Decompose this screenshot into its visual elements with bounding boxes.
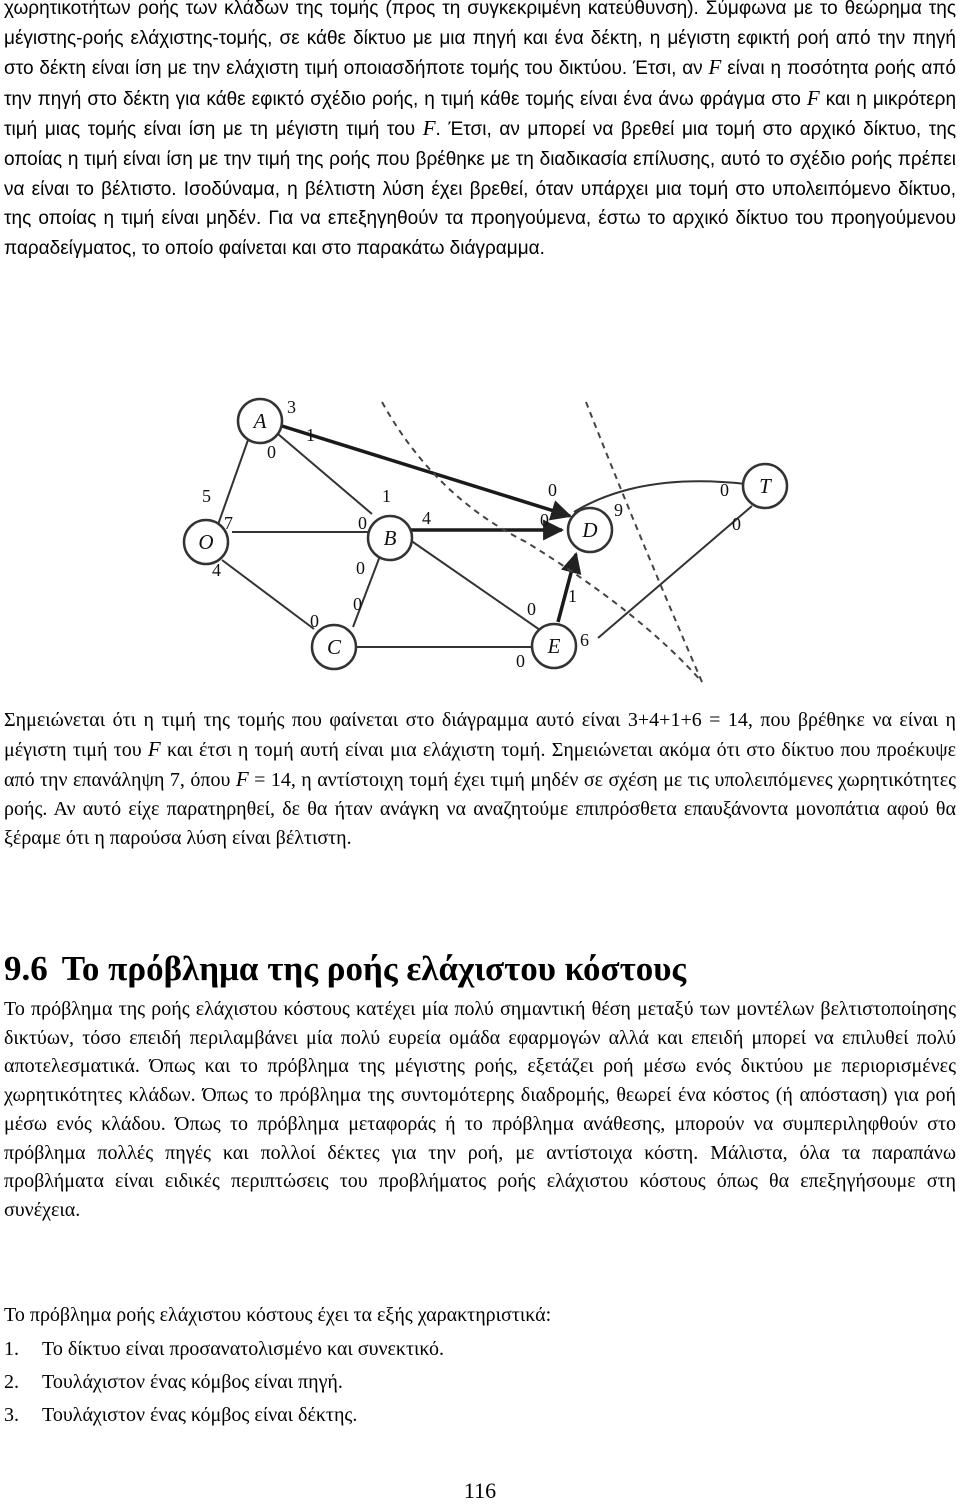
edge-b-a (278, 434, 372, 514)
math-variable-f: F (235, 766, 249, 791)
edge-label: 0 (353, 594, 362, 614)
edge-label: 0 (267, 442, 276, 462)
node-label-t: T (759, 474, 771, 498)
network-diagram (170, 384, 790, 684)
text-run: χωρητικοτήτων ροής των κλάδων της τομής (προς τη συγκεκριμένη κατεύθυνση). Σύμφωνα με το θεώρημα της μέγιστης-ροής ελάχιστης-τομής, σε κάθε δίκτυο με μια πηγή και ένα δέκτη, η μέγιστη εφικτή ροή από την πηγή στο δέκτη είναι ίση με την ελάχιστη τιμή οποιασδήποτε τομής του δικτύου. Έτσι, αν (4, 0, 956, 80)
text-run: και έτσι η τομή αυτή είναι μια ελάχιστη τομή. Σημειώνεται ακόμα ότι στο δίκτυο που προέκυψε από την επανάληψη 7, όπου (4, 738, 957, 791)
edge-b-e (410, 540, 540, 630)
math-variable-f: F (147, 736, 161, 761)
network-figure (170, 384, 790, 684)
edges (214, 434, 752, 647)
edge-label: 6 (580, 630, 589, 650)
node-label-e: E (547, 634, 561, 658)
edge-label: 4 (212, 560, 221, 580)
text-run: και η μικρότερη τιμή μιας τομής είναι ίση με τη μέγιστη τιμή του (4, 88, 957, 141)
edge-label: 4 (422, 508, 431, 528)
edge-label: 5 (202, 486, 211, 506)
text-run: Σημειώνεται ότι η τιμή της τομής που φαίνεται στο διάγραμμα αυτό είναι 3+4+1+6 = 14, που βρέθηκε να είναι η μέγιστη τιμή του (4, 709, 956, 761)
list-item (4, 1366, 444, 1399)
math-variable-f: F (422, 116, 436, 141)
list-item (4, 1399, 444, 1432)
page-number: 116 (463, 1478, 497, 1503)
edge-label: 0 (732, 514, 741, 534)
edge-o-c (222, 560, 314, 629)
paragraph-min-cost-flow: Το πρόβλημα της ροής ελάχιστου κόστους κατέχει μία πολύ σημαντική θέση μεταξύ των μοντέλων βελτιστοποίησης δικτύων, τόσο επειδή περιλαμβάνει μία πολύ ευρεία ομάδα εφαρμογών αλλά και επειδή μπορεί να επιλυθεί πολύ αποτελεσματικά. Όπως και το πρόβλημα της μέγιστης ροής, εξετάζει ροή μέσω ενός δικτύου με περιορισμένες χωρητικότητες κλάδων. Όπως το πρόβλημα της συντομότερης διαδρομής, θεωρεί ένα κόστος (ή απόσταση) για ροή μέσω ενός κλάδου. Όπως το πρόβλημα μεταφοράς ή το πρόβλημα ανάθεσης, μπορούν να συμπεριληφθούν στο πρόβλημα πολλές πηγές και πολλοί δέκτες για την ροή, με αντίστοιχα κόστη. Μάλιστα, όλα τα παραπάνω προβλήματα είναι ειδικές περιπτώσεις του προβλήματος ροής ελάχιστου κόστους όπως θα επεξηγήσουμε στη συνέχεια. (4, 998, 956, 1221)
list-text: Το δίκτυο είναι προσανατολισμένο και συνεκτικό. (42, 1338, 445, 1360)
list-item (4, 1333, 444, 1366)
characteristics-list (4, 1333, 444, 1432)
paragraph-cut-value (4, 706, 956, 853)
list-number: 2. (4, 1371, 19, 1393)
edge-label: 1 (568, 586, 577, 606)
edge-label: 0 (527, 599, 536, 619)
nodes (184, 399, 787, 669)
list-intro: Το πρόβλημα ροής ελάχιστου κόστους έχει τα εξής χαρακτηριστικά: (4, 1304, 552, 1326)
list-text: Τουλάχιστον ένας κόμβος είναι δέκτης. (42, 1404, 358, 1426)
section-title: Το πρόβλημα της ροής ελάχιστου κόστους (61, 949, 687, 988)
edge-label: 0 (720, 480, 729, 500)
node-label-o: O (198, 530, 214, 554)
text-run: = 14, η αντίστοιχη τομή έχει τιμή μηδέν σε σχέση με τις υπολειπόμενες χωρητικότητες ροής. Αν αυτό είχε παρατηρηθεί, δε θα ήταν ανάγκη να αναζητούμε επιπρόσθετα επαυξάνοντα μονοπάτια αφού θα ξέραμε ότι η παρούσα λύση είναι βέλτιστη. (4, 768, 957, 849)
edge-label: 0 (548, 480, 557, 500)
edge-label: 1 (306, 425, 315, 445)
edge-label: 0 (516, 651, 525, 671)
edge-label: 7 (224, 513, 233, 533)
edge-label: 9 (614, 500, 623, 520)
text-run: . Έτσι, αν μπορεί να βρεθεί μια τομή στο αρχικό δίκτυο, της οποίας η τιμή είναι ίση με την τιμή της ροής που βρέθηκε με τη διαδικασία επίλυσης, αυτό το σχέδιο ροής πρέπει να είναι το βέλτιστο. Ισοδύναμα, η βέλτιστη λύση έχει βρεθεί, όταν υπάρχει μια τομή στο υπολειπόμενο δίκτυο, της οποίας η τιμή είναι μηδέν. Για να επεξηγηθούν τα προηγούμενα, έστω το αρχικό δίκτυο του προηγούμενου παραδείγματος, το οποίο φαίνεται και στο παρακάτω διάγραμμα. (4, 119, 956, 259)
list-text: Τουλάχιστον ένας κόμβος είναι πηγή. (42, 1371, 343, 1393)
section-heading (4, 945, 686, 993)
paragraph-max-flow-min-cut (4, 0, 956, 263)
list-number: 1. (4, 1338, 19, 1360)
edge-label: 0 (540, 510, 549, 530)
text-run: είναι η ποσότητα ροής από την πηγή στο δέκτη για κάθε εφικτό σχέδιο ροής, η τιμή κάθε τομής είναι ένα άνω φράγμα στο (4, 58, 957, 110)
node-label-d: D (582, 518, 598, 542)
node-labels (198, 409, 772, 659)
node-label-c: C (326, 635, 342, 659)
edge-label: 0 (356, 558, 365, 578)
edge-label: 3 (287, 397, 296, 417)
section-number: 9.6 (4, 949, 48, 988)
edge-label: 0 (310, 611, 319, 631)
edge-a-d (282, 426, 570, 516)
node-label-a: A (253, 409, 267, 433)
list-number: 3. (4, 1404, 19, 1426)
node-label-b: B (383, 526, 397, 550)
edge-label: 1 (382, 486, 391, 506)
edge-label: 0 (358, 513, 367, 533)
math-variable-f: F (708, 55, 722, 80)
math-variable-f: F (806, 85, 820, 110)
